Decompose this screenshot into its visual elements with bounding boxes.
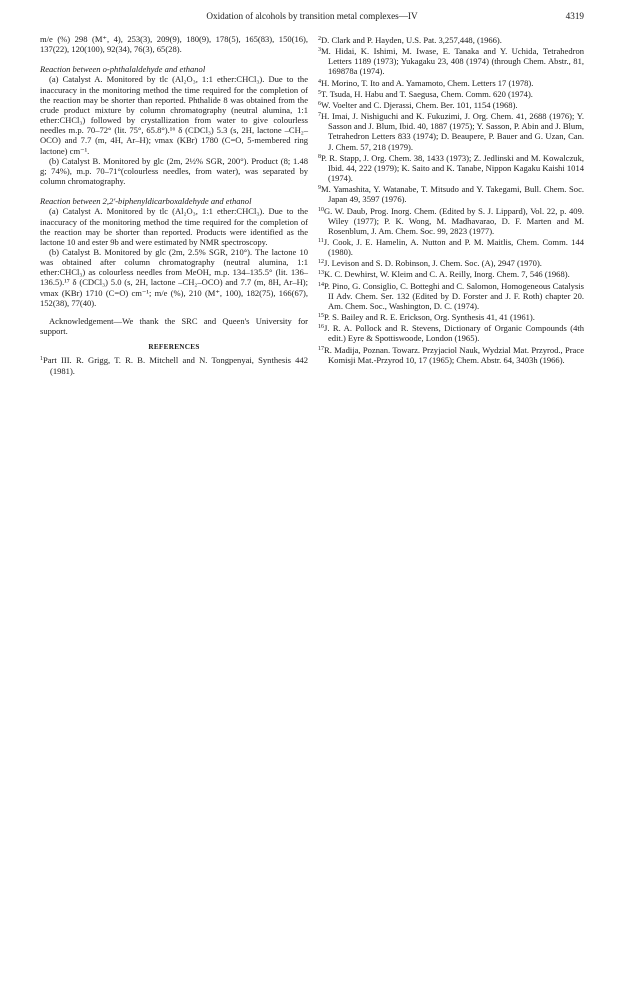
references-heading: REFERENCES	[148, 343, 200, 352]
reference-number: 3	[318, 47, 321, 54]
reference-item	[318, 205, 584, 236]
reference-number: 1	[40, 356, 43, 363]
reference-item	[318, 152, 584, 183]
reference-number: 4	[318, 78, 321, 85]
reference-text: J. R. A. Pollock and R. Stevens, Dictionary of Organic Compounds (4th edit.) Eyre & Spottiswoode, London (1965).	[324, 323, 584, 344]
running-header	[40, 11, 584, 25]
reference-item	[318, 99, 584, 110]
reference-item	[318, 110, 584, 152]
reference-number: 14	[318, 281, 324, 288]
reference-item	[318, 344, 584, 365]
running-title: Oxidation of alcohols by transition metal complexes—IV	[206, 11, 418, 21]
reference-text: W. Voelter and C. Djerassi, Chem. Ber. 101, 1154 (1968).	[321, 99, 518, 110]
reference-item	[318, 88, 584, 99]
mass-spec-data: m/e (%) 298 (M⁺, 4), 253(3), 209(9), 180(9), 178(5), 165(83), 150(16), 137(22), 120(100), 92(34), 76(3), 65(28).	[40, 34, 308, 55]
reference-item	[318, 311, 584, 322]
reference-item	[40, 354, 308, 375]
reference-text: H. Imai, J. Nishiguchi and K. Fukuzimi, J. Org. Chem. 41, 2688 (1976); Y. Sasson and J. Blum, Ibid. 40, 1887 (1975); Y. Sasson, P. Abin and J. Blum, Tetrahedron Letters 833 (1974); D. Beaupere, P. Bauer and G. Uzan, Can. J. Chem. 57, 218 (1979).	[321, 111, 584, 152]
paragraph-catalyst-a-1: (a) Catalyst A. Monitored by tlc (Al₂O₃, 1:1 ether:CHCl₃). Due to the inaccuracy in the monitoring method the time required for the completion of the reaction may be shorter than reported. Phthalide 8 was obtained from the crude product mixture by column chromatography (neutral alumina, 1:1 ether:CHCl₃) followed by crystallization from water to give colourless needles m.p. 70–72° (lit. 75°, 65.8°).¹⁶ δ (CDCl₃) 5.3 (s, 2H, lactone –CH₂–OCO) and 7.7 (m, 4H, Ar–H); νmax (KBr) 1780 (C=O, 5-membered ring lactone) cm⁻¹.	[40, 74, 308, 156]
reference-number: 17	[318, 345, 324, 352]
reference-item	[318, 268, 584, 279]
paragraph-catalyst-b-2: (b) Catalyst B. Monitored by glc (2m, 2.5% SGR, 210°). The lactone 10 was obtained after column chromatography (neutral alumina, 1:1 ether:CHCl₃) as colourless needles from MeOH, m.p. 134–135.5° (lit. 136–136.5).¹⁷ δ (CDCl₃) 5.0 (s, 2H, lactone –CH₂–OCO) and 7.7 (m, 8H, Ar–H); νmax (KBr) 1710 (C=O) cm⁻¹; m/e (%), 210 (M⁺, 100), 182(75), 166(67), 152(38), 77(40).	[40, 246, 308, 308]
reference-text: J. Cook, J. E. Hamelin, A. Nutton and P. M. Maitlis, Chem. Comm. 144 (1980).	[323, 236, 584, 258]
reference-number: 2	[318, 36, 321, 42]
reference-text: K. C. Dewhirst, W. Kleim and C. A. Reilly, Inorg. Chem. 7, 546 (1968).	[324, 269, 570, 280]
reference-text: P. Pino, G. Consiglio, C. Botteghi and C. Salomon, Homogeneous Catalysis II Adv. Chem. Ser. 132 (Edited by D. Forster and J. F. Roth) chapter 20. Am. Chem. Soc., Washington, D. C. (1974).	[324, 280, 584, 311]
reference-number: 11	[318, 237, 324, 244]
reference-item	[318, 34, 584, 45]
reference-number: 7	[318, 112, 321, 119]
reference-text: T. Tsuda, H. Habu and T. Saegusa, Chem. Comm. 620 (1974).	[321, 88, 533, 99]
reference-text: R. Madija, Poznan. Towarz. Przyjaciol Nauk, Wydzial Mat. Przyrod., Prace Komisji Mat.-Przyrod 10, 17 (1965); Chem. Abstr. 64, 3403h (1966).	[324, 344, 584, 365]
reference-number: 15	[318, 313, 324, 320]
reference-text: P. R. Stapp, J. Org. Chem. 38, 1433 (1973); Z. Jedlinski and M. Kowalczuk, Ibid. 44, 222 (1979); K. Saito and K. Tanabe, Nippon Kagaku Kaishi 1014 (1974).	[321, 152, 584, 184]
paragraph-catalyst-a-2: (a) Catalyst A. Monitored by tlc (Al₂O₃, 1:1 ether:CHCl₃). Due to the inaccuracy of the monitoring method the time required for the completion of the reaction may be shorter than reported. Products were identified as the lactone 10 and ester 9b and were estimated by NMR spectroscopy.	[40, 206, 308, 247]
reference-text: G. W. Daub, Prog. Inorg. Chem. (Edited by S. J. Lippard), Vol. 22, p. 409. Wiley (1977); P. K. Wong, M. Madhavarao, D. F. Marten and M. Rosenblum, J. Am. Chem. Soc. 99, 2823 (1977).	[324, 205, 584, 236]
left-column	[40, 34, 308, 376]
reference-number: 13	[318, 270, 324, 277]
reference-number: 10	[318, 206, 324, 213]
reference-text: M. Yamashita, Y. Watanabe, T. Mitsudo and Y. Takegami, Bull. Chem. Soc. Japan 49, 3597 (1976).	[321, 184, 584, 205]
reference-item	[318, 236, 584, 257]
acknowledgement: Acknowledgement—We thank the SRC and Queen's University for support.	[40, 315, 308, 337]
paragraph-catalyst-b-1: (b) Catalyst B. Monitored by glc (2m, 2½% SGR, 200°). Product (8; 1.48 g; 74%), m.p. 70–71°(colourless needles, from water), was separated by column chromatography.	[40, 155, 308, 187]
reference-text: Part III. R. Grigg, T. R. B. Mitchell and N. Tongpenyai, Synthesis 442 (1981).	[43, 355, 308, 376]
reference-number: 16	[318, 324, 324, 331]
reference-item	[318, 183, 584, 204]
reference-item	[318, 280, 584, 311]
reference-text: P. S. Bailey and R. E. Erickson, Org. Synthesis 41, 41 (1961).	[324, 312, 535, 323]
section-heading-phthalaldehyde: Reaction between o-phthalaldehyde and ethanol	[40, 64, 206, 75]
reference-number: 8	[318, 153, 321, 160]
reference-item	[318, 257, 584, 268]
reference-item	[318, 77, 584, 88]
reference-text: H. Morino, T. Ito and A. Yamamoto, Chem. Letters 17 (1978).	[321, 77, 534, 88]
reference-text: D. Clark and P. Hayden, U.S. Pat. 3,257,448, (1966).	[321, 35, 502, 45]
section-heading-biphenyl: Reaction between 2,2′-biphenyldicarboxaldehyde and ethanol	[40, 196, 252, 207]
reference-number: 9	[318, 185, 321, 192]
reference-text: J. Levison and S. D. Robinson, J. Chem. Soc. (A), 2947 (1970).	[324, 258, 542, 269]
reference-item	[318, 322, 584, 343]
reference-item	[318, 45, 584, 76]
page-number: 4319	[565, 11, 584, 21]
reference-number: 5	[318, 89, 321, 96]
reference-text: M. Hidai, K. Ishimi, M. Iwase, E. Tanaka and Y. Uchida, Tetrahedron Letters 1189 (1973); Yukagaku 23, 408 (1974) (through Chem. Abstr., 81, 169878a (1974).	[321, 46, 584, 77]
reference-number: 12	[318, 259, 324, 266]
right-column	[318, 34, 584, 365]
reference-number: 6	[318, 100, 321, 107]
